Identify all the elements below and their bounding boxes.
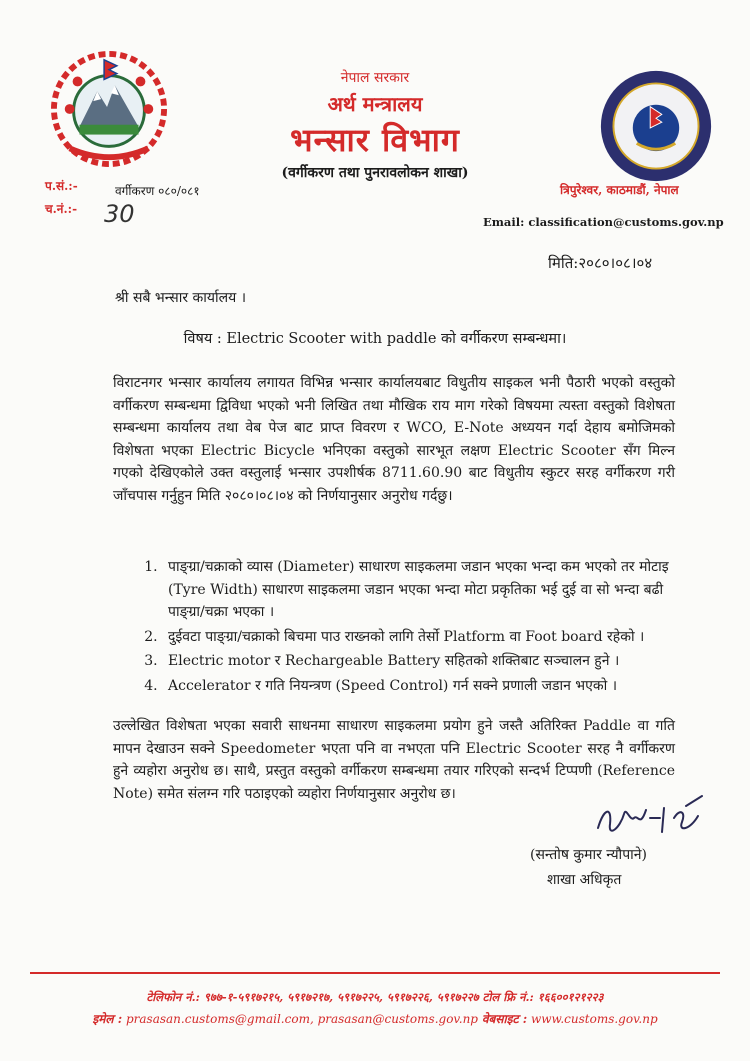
subject-line: विषय : Electric Scooter with paddle को वर्गीकरण सम्बन्धमा। bbox=[183, 331, 567, 347]
criteria-list bbox=[140, 556, 702, 699]
classification-number: वर्गीकरण ०८०/०८१ bbox=[115, 184, 200, 198]
header-ministry: अर्थ मन्त्रालय bbox=[327, 92, 423, 116]
signer-name: (सन्तोष कुमार न्यौपाने) bbox=[530, 847, 647, 863]
reference-ps-label: प.सं.:- bbox=[45, 179, 78, 193]
footer-contact bbox=[0, 1010, 750, 1027]
footer-email-label: इमेल : bbox=[92, 1012, 123, 1026]
list-item: 4. Accelerator र गति नियन्त्रण (Speed Control) गर्न सक्ने प्रणाली जडान भएको । bbox=[162, 675, 702, 698]
handwritten-signature bbox=[590, 788, 710, 852]
list-item: 3. Electric motor र Rechargeable Battery सहितको शक्तिबाट सञ्चालन हुने । bbox=[162, 650, 702, 673]
signer-title: शाखा अधिकृत bbox=[547, 872, 622, 888]
addressee: श्री सबै भन्सार कार्यालय । bbox=[115, 290, 247, 306]
footer-divider bbox=[30, 972, 720, 974]
footer-website[interactable]: www.customs.gov.np bbox=[530, 1012, 658, 1026]
header-location: त्रिपुरेश्वर, काठमाडौं, नेपाल bbox=[560, 183, 679, 197]
header-department: भन्सार विभाग bbox=[290, 121, 460, 159]
reference-ch-label: च.नं.:- bbox=[45, 202, 78, 216]
letter-date: मिति:२०८०।०८।०४ bbox=[548, 254, 653, 272]
footer-emails[interactable]: prasasan.customs@gmail.com, prasasan@customs.gov.np bbox=[125, 1012, 478, 1026]
footer-phone: टेलिफोन नं.: ९७७-१-५९१७२१५, ५९१७२१७, ५९१७२२५, ५९१७२२६, ५९१७२२७ टोल फ्रि नं.: १६६००१२१२२३ bbox=[146, 990, 604, 1004]
header-government: नेपाल सरकार bbox=[340, 70, 410, 86]
list-item: 1. पाङ्ग्रा/चक्राको व्यास (Diameter) साधारण साइकलमा जडान भएका भन्दा कम भएको तर मोटाइ (Tyre Width) साधारण साइकलमा जडान भएका भन्दा मोटा प्रकृतिका भई दुई वा सो भन्दा बढी पाङ्ग्रा/चक्रा भएका । bbox=[162, 556, 702, 624]
footer-website-label: वेबसाइट : bbox=[481, 1012, 528, 1026]
customs-seal-logo bbox=[598, 68, 714, 184]
header-branch: (वर्गीकरण तथा पुनरावलोकन शाखा) bbox=[281, 165, 469, 181]
body-paragraph-2: उल्लेखित विशेषता भएका सवारी साधनमा साधारण साइकलमा प्रयोग हुने जस्तै अतिरिक्त Paddle वा गति मापन देखाउन सक्ने Speedometer भएता पनि वा नभएता पनि Electric Scooter सरह नै वर्गीकरण हुने व्यहोरा अनुरोध छ। साथै, प्रस्तुत वस्तुको वर्गीकरण सम्बन्धमा तयार गरिएको सन्दर्भ टिप्पणी (Reference Note) समेत संलग्न गरि पठाइएको व्यहोरा निर्णयानुसार अनुरोध छ। bbox=[113, 718, 675, 802]
body-paragraph-1: विराटनगर भन्सार कार्यालय लगायत विभिन्न भन्सार कार्यालयबाट विधुतीय साइकल भनी पैठारी भएको वस्तुको वर्गीकरण सम्बन्धमा द्विविधा भएको भनी लिखित तथा मौखिक राय माग गरेको विषयमा त्यस्ता वस्तुको विशेषता सम्बन्धमा कार्यालय तथा वेब पेज बाट प्राप्त विवरण र WCO, E-Note अध्ययन गर्दा देहाय बमोजिमको विशेषता भएका Electric Bicycle भनिएका वस्तुको सारभूत लक्षण Electric Scooter सँग मिल्न गएको देखिएकोले उक्त वस्तुलाई भन्सार उपशीर्षक 8711.60.90 बाट विधुतीय स्कुटर सरह वर्गीकरण गरी जाँचपास गर्नुहुन मिति २०८०।०८।०४ को निर्णयानुसार अनुरोध गर्दछु। bbox=[113, 375, 675, 504]
header-email: Email: classification@customs.gov.np bbox=[483, 215, 724, 229]
handwritten-dispatch-number: 30 bbox=[104, 200, 135, 228]
list-item: 2. दुईवटा पाङ्ग्रा/चक्राको बिचमा पाउ राख्नको लागि तेर्सो Platform वा Foot board रहेको । bbox=[162, 626, 702, 649]
